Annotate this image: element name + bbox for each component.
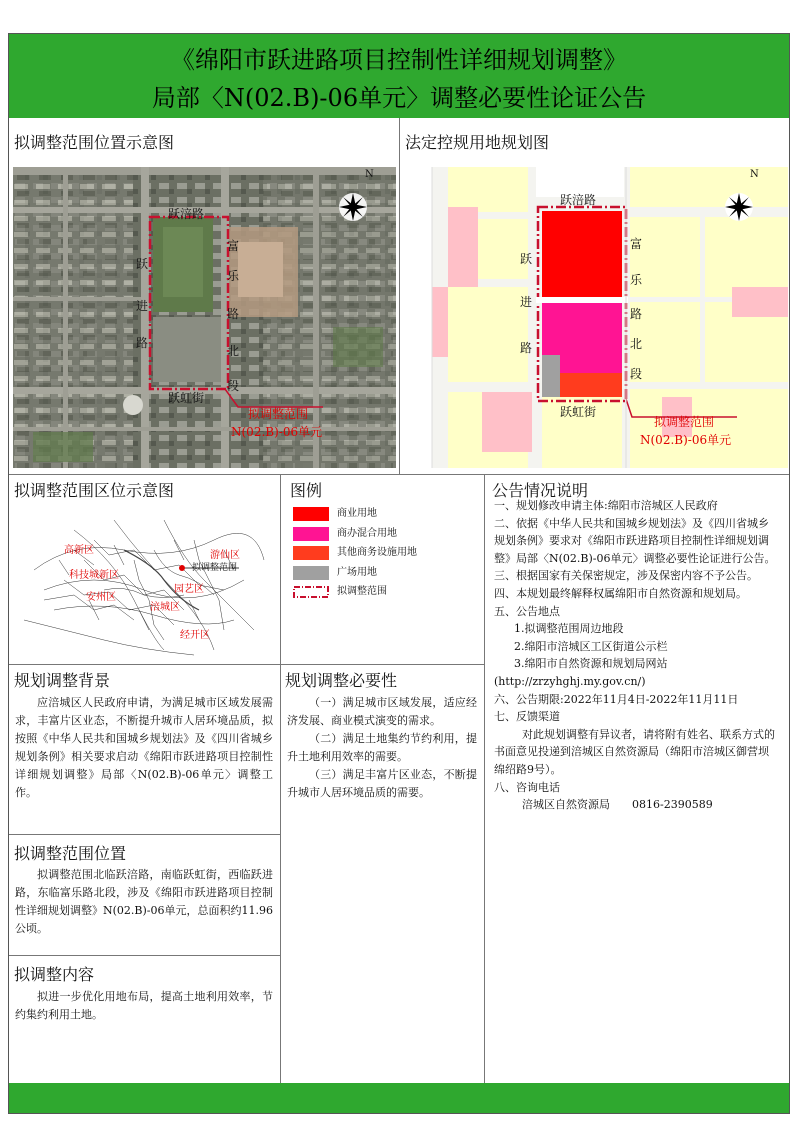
notice-line: (http://zrzyhghj.my.gov.cn/) <box>494 674 646 688</box>
divider <box>9 474 789 475</box>
satellite-image <box>13 167 396 468</box>
necessity-item: （一）满足城市区域发展，适应经济发展、商业模式演变的需求。 <box>287 696 477 727</box>
satellite-map <box>13 167 396 468</box>
district-label-youxian: 游仙区 <box>210 550 240 561</box>
notice-line: 六、公告期限:2022年11月4日-2022年11月11日 <box>494 692 739 706</box>
road-label-yuejin-3: 路 <box>520 341 533 355</box>
title-line-1: 《绵阳市跃进路项目控制性详细规划调整》 <box>171 46 627 74</box>
legend-swatch <box>293 585 329 599</box>
road-label-yuehong: 跃虹街 <box>560 405 597 419</box>
district-map-title: 拟调整范围区位示意图 <box>14 481 175 500</box>
road-label-fule-2: 乐 <box>630 273 643 287</box>
landuse-map <box>402 167 788 468</box>
road-label-fule-1: 富 <box>630 237 643 251</box>
road-label-yuehong: 跃虹街 <box>168 391 205 405</box>
notice-line: 规划条例》要求对《绵阳市跃进路项目控制性详细规划调 <box>494 534 769 548</box>
notice-line: 对此规划调整有异议者，请将附有姓名、联系方式的 <box>522 727 775 741</box>
content-text: 拟进一步优化用地布局，提高土地利用效率，节约集约利用土地。 <box>15 990 273 1021</box>
road-label-fule-5: 段 <box>630 367 643 381</box>
notice-line: 八、咨询电话 <box>494 780 560 794</box>
notice-line: 绵绍路9号）。 <box>494 762 562 776</box>
district-label-fucheng: 涪城区 <box>150 602 180 613</box>
notice-line: 五、公告地点 <box>494 604 560 618</box>
road-label-fule-2: 乐 <box>227 269 240 283</box>
legend-swatch <box>293 566 329 580</box>
location-map-title: 拟调整范围位置示意图 <box>14 133 175 152</box>
title-banner <box>9 34 789 118</box>
road-label-yuefu: 跃涪路 <box>168 207 205 221</box>
district-map <box>14 500 276 660</box>
divider <box>280 664 484 665</box>
road-label-yuejin-1: 跃 <box>136 257 149 271</box>
divider <box>484 474 485 1083</box>
road-label-yuejin-1: 跃 <box>520 252 533 266</box>
landuse-image <box>402 167 788 468</box>
legend-swatch <box>293 527 329 541</box>
road-label-fule-4: 北 <box>227 344 240 358</box>
legend-label: 其他商务设施用地 <box>337 547 417 558</box>
notice-line: 七、反馈渠道 <box>494 710 560 724</box>
notice-line: 整》局部〈N(02.B)-06单元〉调整必要性论证进行公告。 <box>494 551 776 565</box>
district-label-jingkai: 经开区 <box>180 630 210 641</box>
notice-line: 二、依据《中华人民共和国城乡规划法》及《四川省城乡 <box>494 516 769 530</box>
background-title: 规划调整背景 <box>14 671 111 690</box>
legend-label: 拟调整范围 <box>337 586 387 597</box>
road-label-fule-3: 路 <box>227 307 240 321</box>
divider <box>9 664 280 665</box>
scope-text: 拟调整范围北临跃涪路，南临跃虹街，西临跃进路，东临富乐路北段，涉及《绵阳市跃进路项目控制性详细规划调整》N(02.B)-06单元，总面积约11.96公顷。 <box>15 868 273 935</box>
notice-line: 一、规划修改申请主体:绵阳市涪城区人民政府 <box>494 499 718 512</box>
district-label-gaoxin: 高新区 <box>64 545 94 556</box>
necessity-item: （三）满足丰富片区业态，不断提升城市人居环境品质的需要。 <box>287 768 477 799</box>
north-label: N <box>750 169 759 180</box>
scope-title: 拟调整范围位置 <box>14 844 127 863</box>
divider <box>399 118 400 474</box>
range-label: 拟调整范围 <box>654 415 715 429</box>
road-label-fule-3: 路 <box>630 307 643 321</box>
road-label-yuefu: 跃涪路 <box>560 193 597 207</box>
unit-label: N(02.B)-06单元 <box>231 425 323 439</box>
district-label-kejicheng: 科技城新区 <box>69 570 119 581</box>
compass-icon <box>725 193 753 221</box>
district-label-anzhou: 安州区 <box>86 592 116 603</box>
road-label-fule-1: 富 <box>227 239 240 253</box>
divider <box>280 474 281 1083</box>
range-label: 拟调整范围 <box>248 407 309 421</box>
legend-swatch <box>293 507 329 521</box>
legend-label: 商办混合用地 <box>337 528 397 539</box>
divider <box>9 834 280 835</box>
legend-label: 广场用地 <box>337 567 377 578</box>
notice-line: 四、本规划最终解释权属绵阳市自然资源和规划局。 <box>494 586 747 600</box>
footer-banner <box>9 1083 789 1113</box>
legend-swatch <box>293 546 329 560</box>
notice-title: 公告情况说明 <box>492 481 589 500</box>
district-label-yuanyi: 园艺区 <box>174 584 204 595</box>
notice-line: 涪城区自然资源局 0816-2390589 <box>522 798 713 812</box>
legend-label: 商业用地 <box>337 508 377 519</box>
notice-list <box>494 497 784 814</box>
necessity-title: 规划调整必要性 <box>285 671 398 690</box>
notice-line: 2.绵阳市涪城区工区街道公示栏 <box>514 639 668 653</box>
notice-line: 1.拟调整范围周边地段 <box>514 622 624 636</box>
landuse-map-title: 法定控规用地规划图 <box>405 133 550 152</box>
district-image <box>14 500 276 660</box>
notice-line: 书面意见投递到涪城区自然资源局（绵阳市涪城区御营坝 <box>494 745 769 759</box>
road-label-fule-4: 北 <box>630 337 643 351</box>
road-label-yuejin-3: 路 <box>136 336 149 350</box>
compass-icon <box>339 193 367 221</box>
road-label-fule-5: 段 <box>227 379 240 393</box>
divider <box>9 955 280 956</box>
road-label-yuejin-2: 进 <box>136 299 149 313</box>
district-range-label: 拟调整范围 <box>192 563 238 573</box>
necessity-item: （二）满足土地集约节约利用，提升土地利用效率的需要。 <box>287 732 477 763</box>
road-label-yuejin-2: 进 <box>520 295 533 309</box>
north-label: N <box>365 169 374 180</box>
necessity-list <box>287 694 477 802</box>
background-text: 应涪城区人民政府申请，为满足城市区域发展需求，丰富片区业态，不断提升城市人居环境品质，拟按照《中华人民共和国城乡规划法》及《四川省城乡规划条例》相关要求启动《绵阳市跃进路项目控制性详细规划调整》局部〈N(02.B)-06单元〉调整工作。 <box>15 696 273 799</box>
notice-line: 3.绵阳市自然资源和规划局网站 <box>514 657 668 671</box>
title-line-2: 局部〈N(02.B)-06单元〉调整必要性论证公告 <box>151 84 647 112</box>
notice-line: 三、根据国家有关保密规定，涉及保密内容不予公告。 <box>494 569 758 583</box>
legend-title: 图例 <box>290 481 323 500</box>
unit-label: N(02.B)-06单元 <box>640 433 732 447</box>
content-title: 拟调整内容 <box>14 965 95 984</box>
